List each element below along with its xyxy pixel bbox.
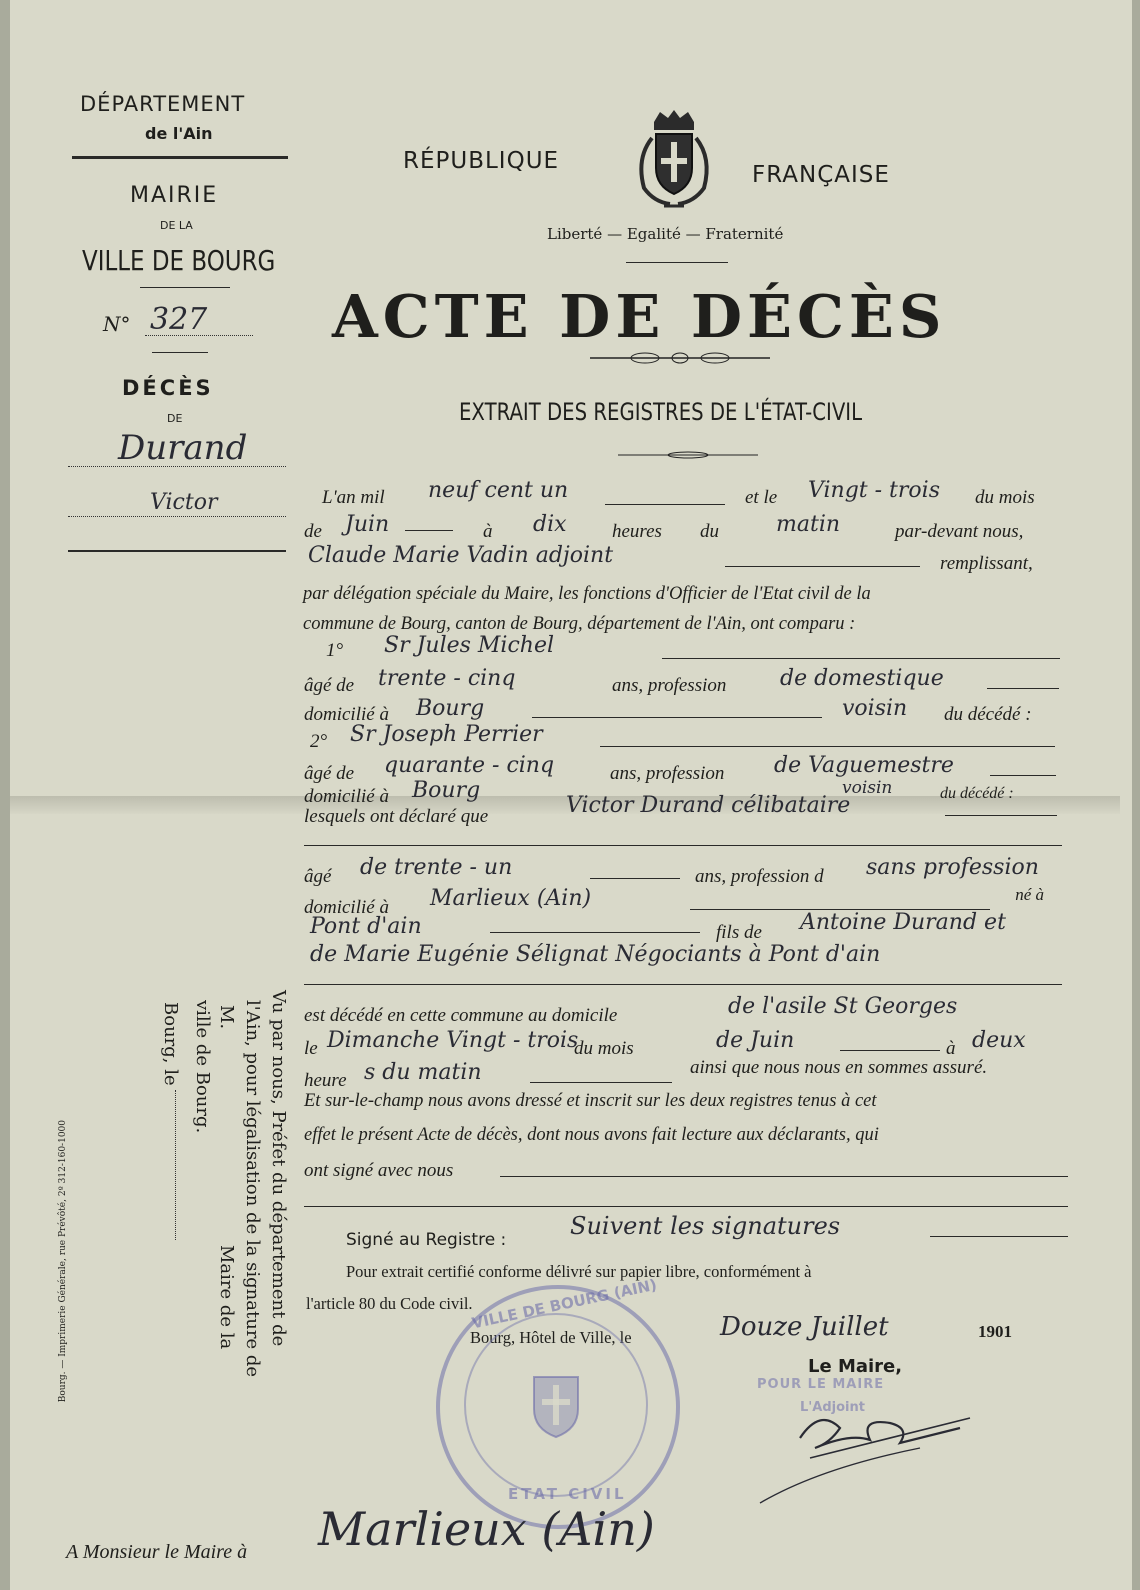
- w1-profession: de domestique: [780, 666, 944, 691]
- numero-value: 327: [150, 302, 208, 337]
- death-month: de Juin: [716, 1028, 795, 1053]
- w2-domicile: Bourg: [412, 778, 481, 803]
- w1-rel-b: du décédé :: [944, 704, 1032, 725]
- stamp-arms-icon: [528, 1369, 584, 1439]
- w1-age-a: âgé de: [304, 675, 355, 696]
- printer-imprint: Bourg. — Imprimerie Générale, rue Prévôté, 2º 312-160-1000: [58, 1120, 68, 1403]
- signe-value: Suivent les signatures: [570, 1212, 841, 1240]
- l3-rule: [725, 566, 920, 567]
- d-birthplace: Pont d'ain: [310, 914, 422, 939]
- l3-officer: Claude Marie Vadin adjoint: [308, 543, 614, 568]
- d-age-a: âgé: [304, 866, 332, 887]
- l4-text: par délégation spéciale du Maire, les fonctions d'Officier de l'Etat civil de la: [303, 584, 871, 604]
- decl-text-a: lesquels ont déclaré que: [304, 806, 489, 827]
- d-age-b: ans, profession d: [695, 866, 824, 887]
- w1-relation: voisin: [842, 696, 908, 721]
- numero-dots: [145, 335, 253, 336]
- devise: Liberté — Egalité — Fraternité: [547, 225, 784, 243]
- mayor-signature: [740, 1398, 990, 1508]
- legal-line-4: ville de Bourg.: [192, 1000, 213, 1134]
- d-fils: fils de: [716, 922, 762, 943]
- l1-rule-1: [605, 504, 725, 505]
- closing-rule-1: [500, 1176, 1068, 1177]
- surname-dots: [68, 466, 286, 467]
- d-father: Antoine Durand et: [800, 910, 1006, 935]
- signe-label: Signé au Registre :: [346, 1230, 507, 1250]
- legal-line-3b: Maire de la: [216, 1245, 237, 1350]
- w1-domicile: Bourg: [416, 696, 485, 721]
- w1-name: Sr Jules Michel: [384, 633, 555, 658]
- d-parents: de Marie Eugénie Sélignat Négociants à Pont d'ain: [310, 942, 881, 967]
- w2-num: 2°: [310, 731, 328, 752]
- l2-period: matin: [776, 512, 841, 537]
- d-dom-a: domicilié à: [304, 897, 389, 918]
- l1-text-b: et le: [745, 487, 778, 508]
- l1-day: Vingt - trois: [808, 478, 940, 503]
- decl-rule-2: [304, 845, 1062, 846]
- ville-label: VILLE DE BOURG: [82, 244, 276, 277]
- francaise-label: FRANÇAISE: [752, 162, 890, 188]
- date-text-b: du mois: [574, 1038, 634, 1059]
- hour-rule: [530, 1082, 672, 1083]
- d-profession: sans profession: [866, 855, 1039, 880]
- closing-3: ont signé avec nous: [304, 1160, 454, 1181]
- l2-text-e: par-devant nous,: [895, 521, 1024, 542]
- l2-hour: dix: [533, 512, 567, 537]
- death-place: de l'asile St Georges: [728, 994, 958, 1019]
- w1-prof-rule: [987, 688, 1059, 689]
- deceased-firstname: Victor: [150, 490, 218, 515]
- w1-name-rule: [662, 658, 1060, 659]
- date-rule: [840, 1050, 940, 1051]
- w2-age-b: ans, profession: [610, 763, 725, 784]
- de-la-label: DE LA: [160, 219, 193, 232]
- w2-relation: voisin: [842, 778, 893, 798]
- closing-2: effet le présent Acte de décès, dont nous avons fait lecture aux déclarants, qui: [304, 1125, 879, 1145]
- document-subtitle: EXTRAIT DES REGISTRES DE L'ÉTAT-CIVIL: [459, 398, 863, 426]
- l2-text-d: du: [700, 521, 719, 542]
- death-text-a: est décédé en cette commune au domicile: [304, 1005, 618, 1026]
- coat-of-arms: [630, 108, 718, 214]
- l1-year: neuf cent un: [428, 478, 569, 503]
- w2-age-a: âgé de: [304, 763, 355, 784]
- closing-rule-2: [304, 1206, 1068, 1207]
- w1-dom-rule: [532, 717, 822, 718]
- left-rule-1: [72, 156, 288, 159]
- d-ne: né à: [1015, 885, 1044, 904]
- legal-date-dots: [175, 1090, 176, 1240]
- departement-name: de l'Ain: [145, 124, 213, 143]
- place-date-label: Bourg, Hôtel de Ville, le: [470, 1328, 632, 1347]
- hour-text-b: ainsi que nous nous en sommes assuré.: [690, 1057, 988, 1078]
- date-text-c: à: [946, 1038, 956, 1059]
- place-date-value: Douze Juillet: [720, 1312, 889, 1342]
- l2-text-c: heures: [612, 521, 662, 542]
- w2-rel-b: du décédé :: [940, 785, 1014, 802]
- w1-age-b: ans, profession: [612, 675, 727, 696]
- w2-name: Sr Joseph Perrier: [350, 722, 543, 747]
- d-domicile: Marlieux (Ain): [430, 886, 592, 911]
- adjoint-stamp: L'Adjoint: [800, 1400, 865, 1415]
- place-date-year: 1901: [978, 1322, 1012, 1341]
- decl-deceased: Victor Durand célibataire: [566, 793, 851, 818]
- pour-extrait-2: l'article 80 du Code civil.: [306, 1294, 473, 1313]
- republique-label: RÉPUBLIQUE: [403, 148, 560, 174]
- de-label: DE: [167, 412, 183, 425]
- devise-rule: [626, 262, 728, 263]
- w2-name-rule: [600, 746, 1055, 747]
- w2-age: quarante - cinq: [384, 753, 555, 778]
- pour-le-maire-stamp: POUR LE MAIRE: [757, 1377, 885, 1392]
- d-age-rule: [590, 878, 680, 879]
- d-age: de trente - un: [360, 855, 513, 880]
- w2-profession: de Vaguemestre: [774, 753, 954, 778]
- closing-1: Et sur-le-champ nous avons dressé et inscrit sur les deux registres tenus à cet: [304, 1091, 877, 1111]
- d-pob-rule: [490, 932, 700, 933]
- document-title: ACTE DE DÉCÈS: [332, 282, 947, 351]
- subtitle-ornament: [618, 444, 758, 452]
- l2-rule-1: [405, 530, 453, 531]
- l1-text-c: du mois: [975, 487, 1035, 508]
- deces-label: DÉCÈS: [122, 376, 214, 400]
- hour-text-a: heure: [304, 1070, 347, 1091]
- date-text-a: le: [304, 1038, 318, 1059]
- numero-label: N°: [103, 312, 131, 336]
- hour-period: s du matin: [364, 1060, 482, 1085]
- legal-line-2: l'Ain, pour légalisation de la signature de: [242, 1000, 263, 1377]
- w1-age: trente - cinq: [378, 666, 516, 691]
- addressee-town: Marlieux (Ain): [318, 1502, 655, 1556]
- legal-line-3: M.: [216, 1005, 237, 1030]
- l2-text-a: de: [304, 521, 322, 542]
- firstname-dots: [68, 516, 286, 517]
- l2-month: Juin: [345, 512, 390, 537]
- stamp-top-text: VILLE DE BOURG (AIN): [470, 1275, 659, 1333]
- w1-num: 1°: [326, 640, 344, 661]
- l5-text: commune de Bourg, canton de Bourg, département de l'Ain, ont comparu :: [303, 614, 856, 634]
- mairie-label: MAIRIE: [130, 183, 219, 208]
- l3-text-b: remplissant,: [940, 553, 1033, 574]
- decl-rule-1: [945, 815, 1057, 816]
- l2-text-b: à: [483, 521, 493, 542]
- l1-text-a: L'an mil: [322, 487, 385, 508]
- signe-rule: [930, 1236, 1068, 1237]
- left-rule-3: [152, 352, 208, 353]
- stamp-bottom-text: ETAT CIVIL: [508, 1485, 627, 1503]
- death-hour: deux: [972, 1028, 1026, 1053]
- death-day: Dimanche Vingt - trois: [327, 1028, 579, 1053]
- left-rule-4: [68, 550, 286, 552]
- w2-prof-rule: [990, 775, 1056, 776]
- legal-line-5: Bourg, le: [160, 1002, 181, 1086]
- pour-extrait-1: Pour extrait certifié conforme délivré sur papier libre, conformément à: [346, 1262, 812, 1281]
- w2-dom-a: domicilié à: [304, 786, 389, 807]
- le-maire: Le Maire,: [808, 1356, 903, 1377]
- deceased-surname: Durand: [118, 428, 248, 468]
- official-stamp: [436, 1275, 680, 1529]
- left-rule-2: [140, 287, 230, 288]
- legal-line-1: Vu par nous, Préfet du département de: [268, 990, 289, 1347]
- departement-label: DÉPARTEMENT: [80, 92, 246, 116]
- addressee-label: A Monsieur le Maire à: [66, 1541, 248, 1563]
- title-ornament: [590, 350, 770, 364]
- d-parents-rule: [304, 984, 1062, 985]
- w1-dom-a: domicilié à: [304, 704, 389, 725]
